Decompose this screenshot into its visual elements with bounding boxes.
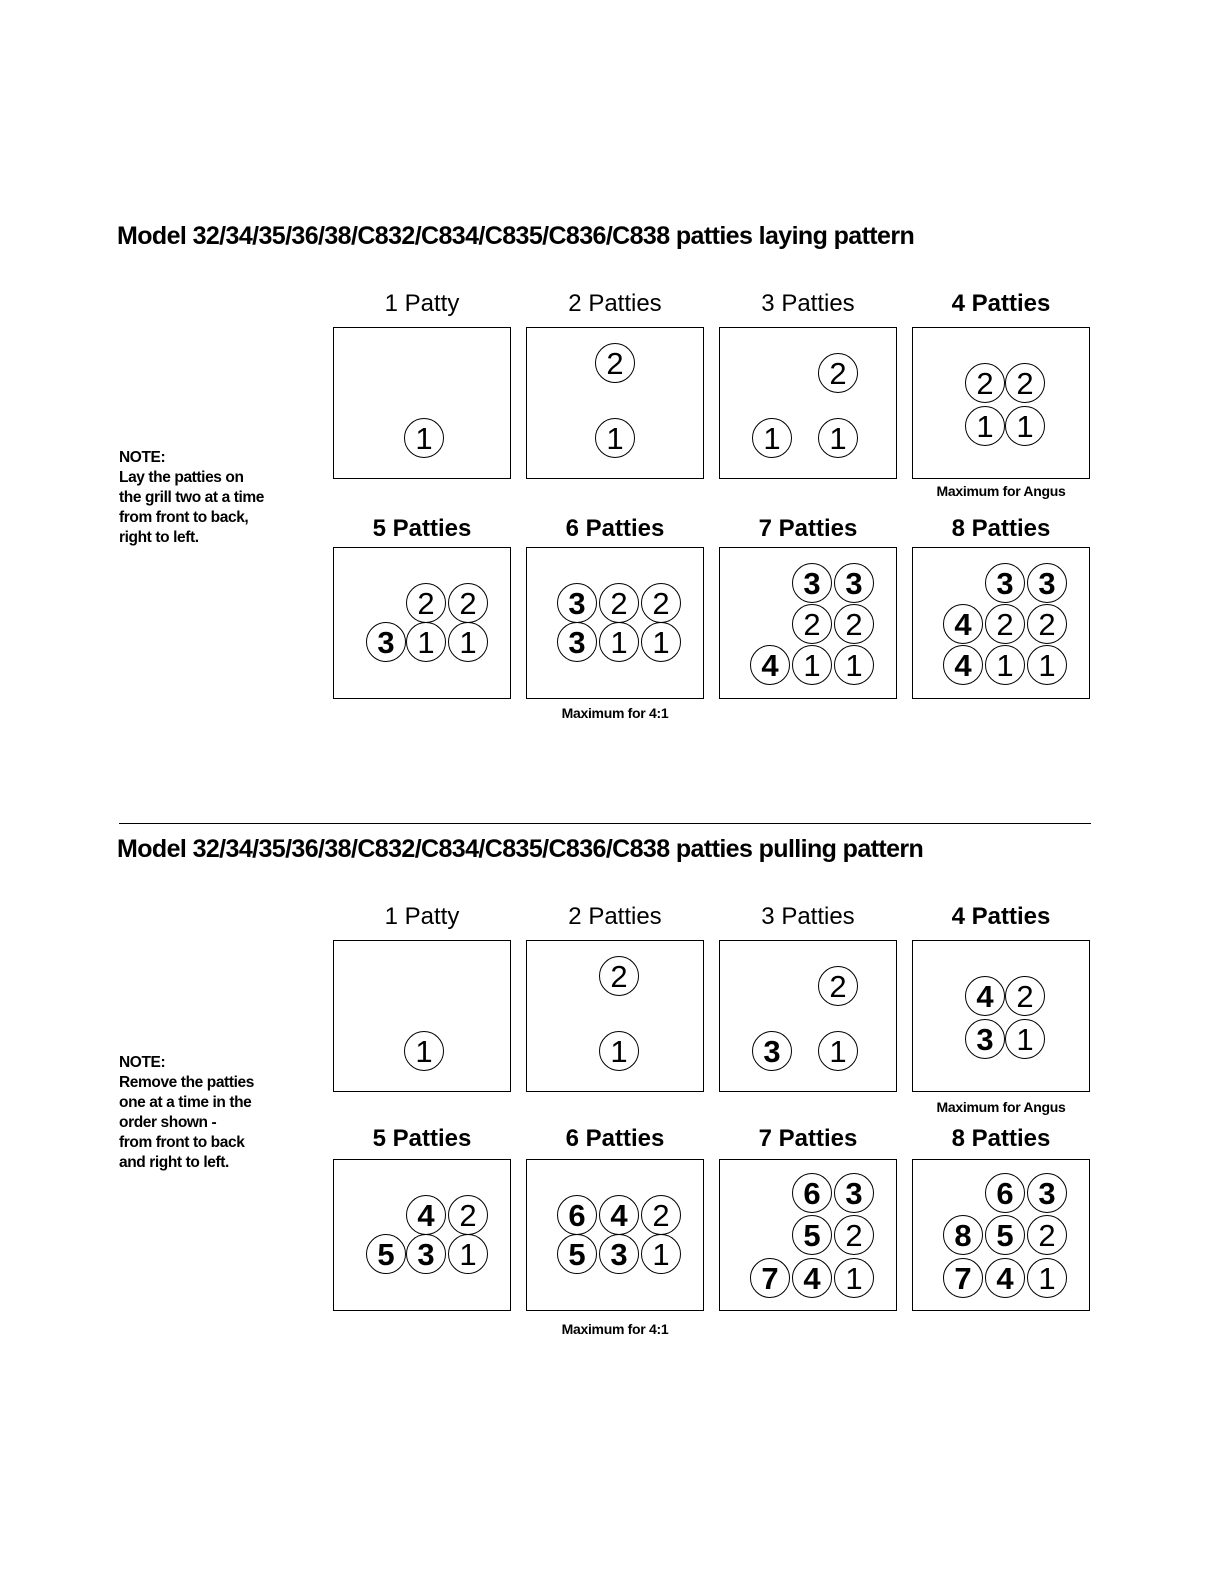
patty-circle: 1	[965, 406, 1005, 446]
patty-circle: 1	[448, 622, 488, 662]
patty-circle: 2	[599, 956, 639, 996]
patty-circle: 2	[641, 583, 681, 623]
patty-circle: 7	[750, 1258, 790, 1298]
note-line: one at a time in the	[119, 1094, 252, 1111]
patty-circle: 4	[792, 1258, 832, 1298]
grill-panel	[719, 1159, 897, 1311]
grill-panel	[719, 547, 897, 699]
patty-circle: 4	[599, 1195, 639, 1235]
patty-circle: 2	[965, 363, 1005, 403]
patty-circle: 2	[834, 604, 874, 644]
note-line: Lay the patties on	[119, 469, 244, 486]
patty-circle: 4	[406, 1195, 446, 1235]
patty-circle: 5	[557, 1234, 597, 1274]
note-line: from front to back	[119, 1134, 245, 1151]
patty-circle: 1	[404, 418, 444, 458]
note-line: order shown -	[119, 1114, 217, 1131]
patty-circle: 1	[1027, 1258, 1067, 1298]
patty-circle: 1	[641, 1234, 681, 1274]
patty-circle: 3	[1027, 563, 1067, 603]
grill-panel	[719, 940, 897, 1092]
patty-circle: 2	[1027, 1215, 1067, 1255]
panel-label: 5 Patties	[372, 1125, 472, 1152]
patty-circle: 4	[750, 645, 790, 685]
panel-label: 7 Patties	[758, 515, 858, 542]
patty-circle: 3	[557, 622, 597, 662]
patty-circle: 3	[557, 583, 597, 623]
patty-circle: 2	[1005, 976, 1045, 1016]
panel-label: 1 Patty	[384, 290, 460, 317]
patty-circle: 3	[1027, 1173, 1067, 1213]
panel-caption: Maximum for 4:1	[561, 705, 669, 721]
patty-circle: 1	[818, 418, 858, 458]
panel-label: 3 Patties	[761, 290, 855, 317]
grill-panel	[333, 1159, 511, 1311]
patty-circle: 1	[406, 622, 446, 662]
note-line: and right to left.	[119, 1154, 229, 1171]
note-line: right to left.	[119, 529, 199, 546]
patty-circle: 3	[599, 1234, 639, 1274]
grill-panel	[719, 327, 897, 479]
patty-circle: 1	[404, 1031, 444, 1071]
patty-circle: 4	[985, 1258, 1025, 1298]
patty-circle: 1	[818, 1031, 858, 1071]
patty-circle: 2	[1027, 604, 1067, 644]
panel-caption: Maximum for Angus	[936, 1099, 1066, 1115]
patty-circle: 2	[599, 583, 639, 623]
grill-panel	[526, 547, 704, 699]
note-block	[119, 1053, 309, 1173]
patty-circle: 6	[985, 1173, 1025, 1213]
patty-circle: 5	[985, 1215, 1025, 1255]
patty-circle: 5	[792, 1215, 832, 1255]
note-block	[119, 448, 309, 548]
grill-panel	[912, 1159, 1090, 1311]
panel-label: 4 Patties	[951, 290, 1051, 317]
patty-circle: 2	[792, 604, 832, 644]
patty-circle: 3	[834, 563, 874, 603]
panel-label: 3 Patties	[761, 903, 855, 930]
section-title: Model 32/34/35/36/38/C832/C834/C835/C836/C838 patties pulling pattern	[117, 835, 924, 863]
patty-circle: 1	[792, 645, 832, 685]
patty-circle: 1	[752, 418, 792, 458]
patty-circle: 1	[641, 622, 681, 662]
patty-circle: 2	[448, 583, 488, 623]
panel-label: 4 Patties	[951, 903, 1051, 930]
note-line: the grill two at a time	[119, 489, 264, 506]
patty-circle: 5	[366, 1234, 406, 1274]
patty-circle: 3	[366, 622, 406, 662]
patty-circle: 1	[595, 418, 635, 458]
panel-label: 1 Patty	[384, 903, 460, 930]
note-line: from front to back,	[119, 509, 249, 526]
patty-circle: 1	[599, 622, 639, 662]
patty-circle: 2	[448, 1195, 488, 1235]
grill-panel	[333, 940, 511, 1092]
section-divider	[119, 823, 1091, 824]
grill-panel	[912, 327, 1090, 479]
patty-circle: 2	[406, 583, 446, 623]
patty-circle: 8	[943, 1215, 983, 1255]
patty-circle: 2	[818, 353, 858, 393]
grill-panel	[912, 940, 1090, 1092]
panel-label: 2 Patties	[568, 290, 662, 317]
patty-circle: 1	[1005, 1019, 1045, 1059]
grill-panel	[526, 327, 704, 479]
patty-circle: 3	[406, 1234, 446, 1274]
panel-caption: Maximum for 4:1	[561, 1321, 669, 1337]
grill-panel	[333, 327, 511, 479]
patty-circle: 2	[595, 343, 635, 383]
patty-circle: 7	[943, 1258, 983, 1298]
panel-label: 2 Patties	[568, 903, 662, 930]
panel-label: 8 Patties	[951, 1125, 1051, 1152]
patty-circle: 3	[792, 563, 832, 603]
patty-circle: 4	[943, 645, 983, 685]
note-line: Remove the patties	[119, 1074, 254, 1091]
patty-circle: 1	[985, 645, 1025, 685]
patty-circle: 2	[985, 604, 1025, 644]
panel-label: 6 Patties	[565, 1125, 665, 1152]
grill-panel	[526, 940, 704, 1092]
patty-circle: 3	[985, 563, 1025, 603]
patty-circle: 2	[641, 1195, 681, 1235]
panel-label: 6 Patties	[565, 515, 665, 542]
patty-circle: 1	[599, 1031, 639, 1071]
patty-circle: 6	[557, 1195, 597, 1235]
patty-circle: 2	[1005, 363, 1045, 403]
patty-circle: 1	[448, 1234, 488, 1274]
grill-panel	[912, 547, 1090, 699]
grill-panel	[333, 547, 511, 699]
patty-circle: 1	[834, 645, 874, 685]
panel-label: 7 Patties	[758, 1125, 858, 1152]
patty-circle: 1	[1005, 406, 1045, 446]
patty-circle: 2	[818, 966, 858, 1006]
patty-circle: 2	[834, 1215, 874, 1255]
patty-circle: 4	[943, 604, 983, 644]
patty-circle: 3	[965, 1019, 1005, 1059]
patty-circle: 6	[792, 1173, 832, 1213]
patty-circle: 3	[834, 1173, 874, 1213]
patty-circle: 3	[752, 1031, 792, 1071]
patty-circle: 1	[834, 1258, 874, 1298]
patty-circle: 1	[1027, 645, 1067, 685]
note-heading: NOTE:	[119, 1054, 166, 1071]
grill-panel	[526, 1159, 704, 1311]
patty-circle: 4	[965, 976, 1005, 1016]
panel-caption: Maximum for Angus	[936, 483, 1066, 499]
panel-label: 8 Patties	[951, 515, 1051, 542]
section-title: Model 32/34/35/36/38/C832/C834/C835/C836/C838 patties laying pattern	[117, 222, 915, 250]
note-heading: NOTE:	[119, 449, 166, 466]
panel-label: 5 Patties	[372, 515, 472, 542]
